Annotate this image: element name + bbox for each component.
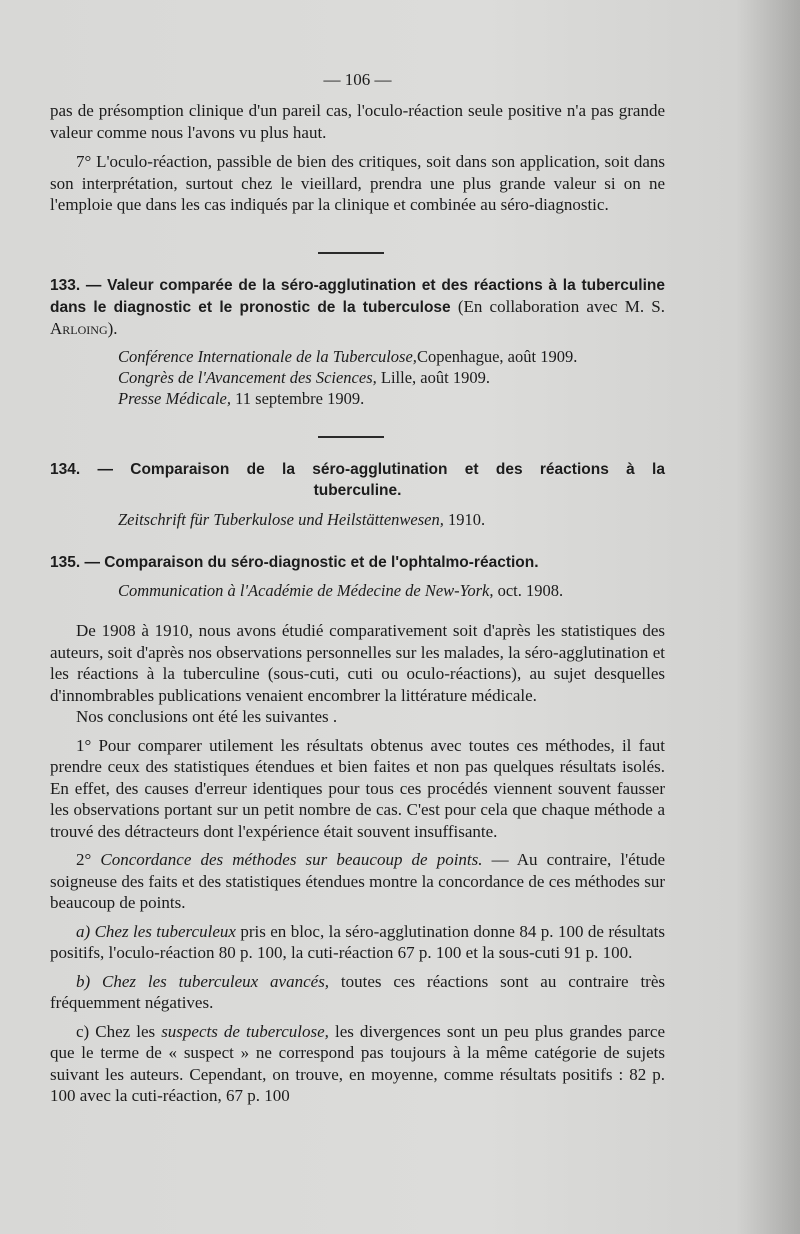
entry-133-heading [50,274,665,339]
entry-133-title: Valeur comparée de la séro-agglutination et des réactions à la tuberculine dans le diagnostic et le pronostic de la tuberculose [50,277,666,316]
entry-135-reference [118,580,563,601]
entry-133-collab-name: Arloing [50,319,108,338]
body-paragraph-5 [50,921,665,964]
entry-133-reference-2 [118,367,577,388]
intro-paragraph-2: 7° L'oculo-réaction, passible de bien des critiques, soit dans son application, soit dans son interprétation, surtout chez le vieillard, prendra une plus grande valeur si on ne l'emploie que dans les cas indiqués par la clinique et combinée au séro-diagnostic. [50,152,665,214]
reference-3-source: Presse Médicale, [118,389,232,408]
entry-133-collab-suffix: ). [107,319,118,338]
paragraph-7-prefix: c) Chez les [76,1021,162,1041]
section-divider [318,436,384,438]
entry-133-number: 133. — [50,277,102,294]
reference-2-details: Lille, août 1909. [376,368,490,387]
reference-2-source: Congrès de l'Avancement des Sciences, [118,368,377,387]
paragraph-5-letter: a) [76,921,95,941]
entry-135-reference-details: oct. 1908. [493,581,564,600]
reference-1-details: Copenhague, août 1909. [416,347,578,366]
intro-paragraph-1: pas de présomption clinique d'un pareil cas, l'oculo-réaction seule positive n'a pas grande valeur comme nous l'avons vu plus haut. [50,101,665,142]
paragraph-4-text: — Au contraire, l'étude soigneuse des faits et des statistiques étendues montre la concordance de ces méthodes sur beaucoup de points. [50,850,666,912]
entry-135-heading [50,551,665,573]
reference-1-source: Conférence Internationale de la Tuberculose, [118,347,417,366]
entry-134-title-line-2: tuberculine. [313,482,402,499]
reference-3-details: 11 septembre 1909. [231,389,365,408]
entry-135-number: 135. — [50,554,100,571]
intro-section [50,100,665,216]
entry-134-number: 134. — [50,461,113,478]
entry-134-reference-source: Zeitschrift für Tuberkulose und Heilstättenwesen, [118,510,444,529]
paragraph-5-text: pris en bloc, la séro-agglutination donne 84 p. 100 de résultats positifs, l'oculo-réaction 80 p. 100, la cuti-réaction 67 p. 100 et la sous-cuti 91 p. 100. [50,921,665,962]
paragraph-7-heading: suspects de tuberculose, [161,1021,329,1041]
entry-134-title: Comparaison de la séro-agglutination et des réactions à la [130,461,665,478]
entry-135-title: Comparaison du séro-diagnostic et de l'ophtalmo-réaction. [104,554,539,571]
entry-134-reference [118,509,485,530]
section-divider [318,252,384,254]
entry-133-collab-prefix: (En collaboration avec M. S. [450,297,665,316]
paragraph-6-text: toutes ces réactions sont au contraire très fréquemment négatives. [50,971,665,1012]
entry-133-reference-3 [118,388,577,409]
paragraph-5-heading: Chez les tuberculeux [94,921,236,941]
entry-135-reference-source: Communication à l'Académie de Médecine de New-York, [118,581,494,600]
entry-134-heading [50,458,665,501]
body-paragraph-6 [50,971,665,1014]
entry-133-references [118,346,577,409]
entry-134-reference-details: 1910. [443,510,486,529]
paragraph-6-letter: b) [76,971,103,991]
paragraph-4-heading: Concordance des méthodes sur beaucoup de points. [100,850,483,869]
entry-134-title-line-1 [50,458,665,480]
body-paragraph-7 [50,1021,665,1107]
body-paragraph-4 [50,849,665,914]
body-section [50,620,665,1107]
body-paragraph-1: De 1908 à 1910, nous avons étudié comparativement soit d'après les statistiques des auteurs, soit d'après nos observations personnelles sur les malades, la séro-agglutination et les réactions à la tuberculine (sous-cuti, cuti ou oculo-réactions), au sujet desquelles d'innombrables publications venaient encombrer la littérature médicale. [50,621,665,705]
body-paragraph-2: Nos conclusions ont été les suivantes . [76,707,338,726]
paragraph-7-text: les divergences sont un peu plus grandes parce que le terme de « suspect » ne correspond pas toujours à la même catégorie de sujets suivant les auteurs. Cependant, on trouve, en moyenne, comme résultats positifs : 82 p. 100 avec la cuti-réaction, 67 p. 100 [50,1021,665,1105]
entry-133-reference-1 [118,346,577,367]
paragraph-6-heading: Chez les tuberculeux avancés, [102,971,330,991]
paragraph-4-number: 2° [76,850,101,869]
page-number: — 106 — [323,70,392,89]
body-paragraph-3: 1° Pour comparer utilement les résultats obtenus avec toutes ces méthodes, il faut prendre ceux des statistiques étendues et bien faites et non pas quelques résultats isolés. En effet, des causes d'erreur identiques pour tous ces procédés viennent souvent fausser les observations portant sur un petit nombre de cas. C'est pour cela que chaque méthode a trouvé des détracteurs dont l'expérience était souvent insuffisante. [50,735,665,841]
